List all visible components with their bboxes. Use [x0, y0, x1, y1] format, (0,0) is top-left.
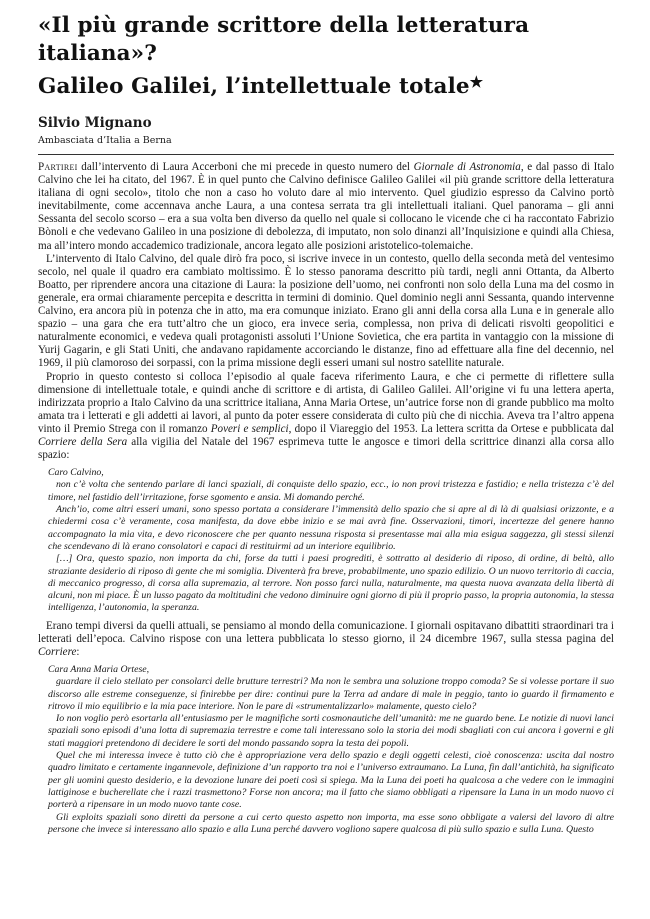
article-body — [38, 161, 614, 836]
title-line-2: Galileo Galilei, l’intellettuale totale★ — [38, 73, 484, 99]
footnote-star: ★ — [469, 73, 484, 91]
paragraph-2: L’intervento di Italo Calvino, del quale dirò fra poco, si iscrive invece in un contesto, quello della seconda metà del ventesimo secolo, nel quale il quadro era cambiato moltissimo. È lo stesso panorama descritto più tardi, negli anni Ottanta, da Alberto Boatto, per riprendere ancora una citazione di Laura: la posizione dell’uomo, nei confronti non solo della Luna ma del cosmo in generale, era ormai chiaramente percepita e descritta in termini di dominio. Quel dominio negli anni Sessanta, quando intervenne Calvino, era ancora più in potenza che in atto, ma era comunque iniziato. Erano gli anni della corsa alla Luna e in generale allo spazio – una gara che era tutt’altro che un gioco, era invece seria, complessa, non priva di delicati risvolti geopolitici e naturalmente economici, e vedeva quali protagonisti assoluti l’Unione Sovietica, che era partita in vantaggio con la missione di Yurij Gagarin, e gli Stati Uniti, che andavano rapidamente accorciando le distanze, fino ad effettuare alla fine del decennio, nel 1969, il più clamoroso dei sorpassi, con la prima missione degli esseri umani sul nostro satellite naturale. — [38, 252, 614, 370]
quote-paragraph: guardare il cielo stellato per consolarci delle brutture terrestri? Ma non le sembra una soluzione troppo comoda? Se si volesse portare il suo discorso alle estreme conseguenze, si finirebbe per dire: continui pure la Terra ad andare di male in peggio, tanto io guardo il firmamento e ritrovo il mio equilibrio e la mia pace interiore. Non le pare di «strumentalizzarlo» malamente, questo cielo? — [48, 676, 614, 712]
paragraph-3: Proprio in questo contesto si colloca l’episodio al quale faceva riferimento Laura, e che ci permette di riflettere sulla dimensione di intellettuale totale, e quindi anche di scrittore e di artista, di Galileo Galilei. All’origine vi fu una lettera aperta, indirizzata proprio a Italo Calvino da una scrittrice italiana, Anna Maria Ortese, un’autrice forse non di grande pubblico ma molto amata tra i letterati e gli addetti ai lavori, al punto da poter essere considerata di culto più che di nicchia. Aveva tra l’altro appena vinto il Premio Strega con il romanzo Poveri e semplici, dopo il Viareggio del 1953. La lettera scritta da Ortese e pubblicata dal Corriere della Sera alla vigilia del Natale del 1967 esprimeva tutte le angosce e timori della scrittrice dinanzi alla corsa allo spazio: — [38, 370, 615, 462]
quote-paragraph: Gli exploits spaziali sono diretti da persone a cui certo questo aspetto non importa, ma esse sono obbligate a valersi del lavoro di altre persone che invece si interessano allo spazio e alla Luna perché davvero vogliono sapere qualcosa di più sullo spazio e sulla Luna. Questo — [48, 811, 614, 835]
paragraph-4: Erano tempi diversi da quelli attuali, se pensiamo al mondo della comunicazione. I giornali ospitavano dibattiti straordinari tra i letterati dell’epoca. Calvino rispose con una lettera pubblicata lo stesso giorno, il 24 dicembre 1967, sulla stessa pagina del Corriere: — [38, 619, 614, 658]
lead-word: Partirei — [38, 161, 78, 173]
journal-name: Giornale di Astronomia — [413, 161, 521, 173]
quote-paragraph: Io non voglio però esortarla all’entusiasmo per le magnifiche sorti cosmonautiche dell’umanità: me ne guardo bene. Le notizie di nuovi lanci spaziali sono episodi d’una lotta di supremazia terrestre e come tali interessano solo la storia dei modi sbagliati con cui ancora i governi e gli stati maggiori pretendono di decidere le sorti del mondo passando sopra la testa dei popoli. — [48, 713, 614, 749]
blockquote-ortese — [48, 467, 614, 615]
article-title — [38, 12, 614, 101]
paragraph-1: Partirei dall’intervento di Laura Accerboni che mi precede in questo numero del Giornale di Astronomia, e dal passo di Italo Calvino che lei ha citato, del 1967. È in quel punto che Calvino definisce Galileo Galilei «il più grande scrittore della letteratura italiana di ogni secolo», titolo che non a caso ho voluto dare al mio intervento. Quel giudizio espresso da Calvino portò inevitabilmente, come accennava anche Laura, a una contesa serrata tra gli intellettuali italiani. Quel panorama – gli anni Sessanta del secolo scorso – era a sua volta ben diverso da quello nel quale si collocano le vicende che ci ha raccontato Fabrizio Bònoli e che vedevano Galileo in una posizione di debolezza, di imputato, non solo dinanzi all’Inquisizione e quindi alla Chiesa, ma all’intero mondo accademico tradizionale, ancora legato alle posizioni aristotelico-tolemaiche. — [38, 161, 614, 252]
quote-paragraph: Quel che mi interessa invece è tutto ciò che è appropriazione vera dello spazio e degli oggetti celesti, cioè conoscenza: uscita dal nostro quadro limitato e certamente ingannevole, definizione d’un rapporto tra noi e l’universo extraumano. La Luna, fin dall’antichità, ha significato per gli uomini questo desiderio, e la devozione lunare dei poeti così si spiega. Ma la Luna dei poeti ha qualcosa a che vedere con le immagini lattiginose e bucherellate che i razzi trasmettono? Forse non ancora; ma il fatto che siamo obbligati a ripensare la Luna in un modo nuovo ci porterà a ripensare in un modo nuovo tante cose. — [48, 750, 614, 811]
quote-salutation: Cara Anna Maria Ortese, — [48, 664, 150, 675]
quote-paragraph: Anch’io, come altri esseri umani, sono spesso portata a considerare l’immensità dello spazio che si apre al di là di qualsiasi orizzonte, e a chiedermi cosa c’è veramente, cosa manifesta, da dove ebbe inizio e se mai avrà fine. Osservazioni, timori, incertezze del genere hanno accompagnato la mia vita, e devo riconoscere che per quanto nessuna risposta si presentasse mai alla mia esigua saggezza, gli stessi silenzi che scendevano di là erano consolatori e capaci di restituirmi ad un interiore equilibrio. — [48, 504, 614, 552]
author-affiliation: Ambasciata d’Italia a Berna — [38, 135, 172, 146]
quote-paragraph: non c’è volta che sentendo parlare di lanci spaziali, di conquiste dello spazio, ecc., io non provi tristezza e fastidio; e nella tristezza c’è del timore, nel fastidio dell’irritazione, forse sgomento e ansia. Mi domando perché. — [48, 479, 614, 503]
quote-paragraph: […] Ora, questo spazio, non importa da chi, forse da tutti i paesi progrediti, è sottratto al desiderio di riposo, di ordine, di beltà, allo straziante desiderio di riposo di gente che mi somiglia. Diventerà fra breve, probabilmente, uno spazio edilizio. O un nuovo territorio di caccia, di meccanico progresso, di corsa alla supremazia, al terrore. Non posso farci nulla, naturalmente, ma questa nuova avanzata della libertà di alcuni, non mi piace. È un lusso pagato da moltitudini che vedono diminuire ogni giorno di più il proprio passo, la propria autonomia, la stessa intelligenza, l’autonomia, la speranza. — [48, 553, 614, 614]
blockquote-calvino — [48, 664, 614, 836]
title-line-1: «Il più grande scrittore della letteratura italiana»? — [38, 13, 530, 66]
author-name: Silvio Mignano — [38, 115, 152, 131]
quote-salutation: Caro Calvino, — [48, 467, 104, 479]
header-divider — [38, 154, 614, 155]
